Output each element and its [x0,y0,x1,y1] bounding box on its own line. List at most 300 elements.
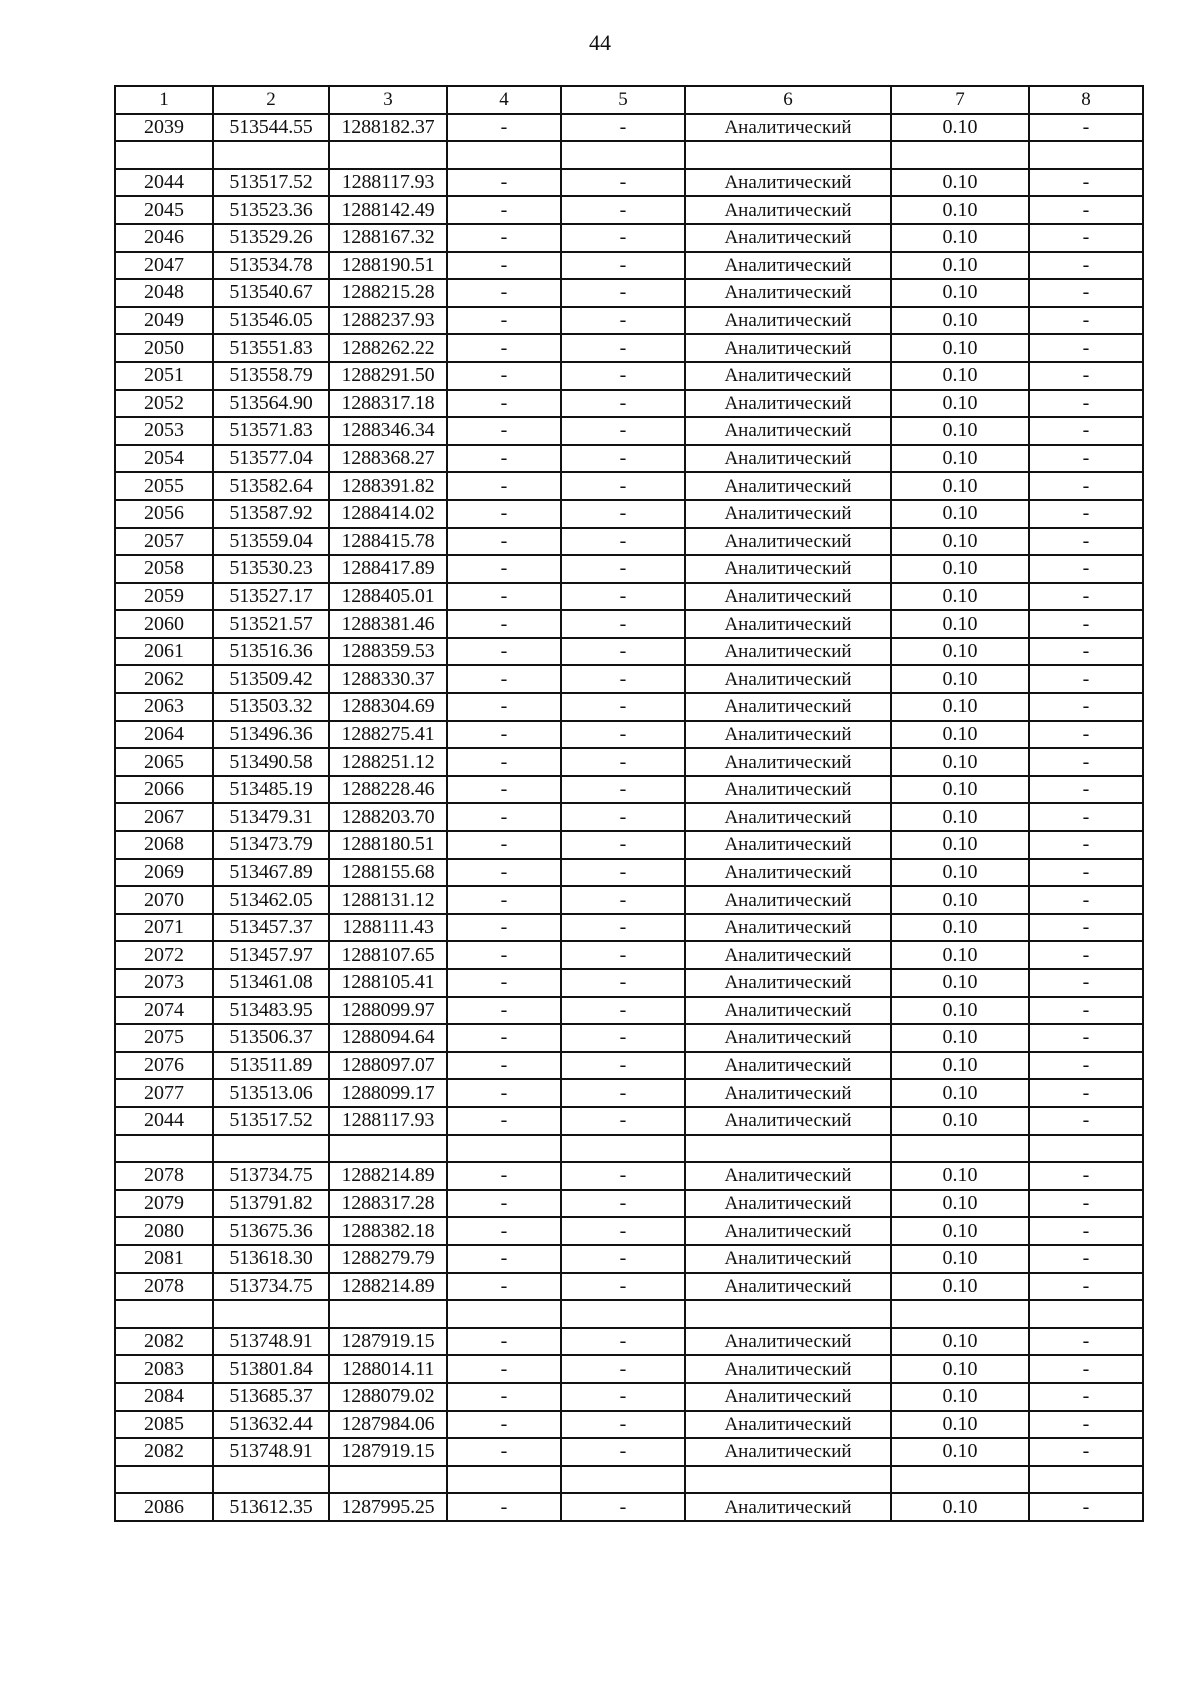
cell-accuracy: 0.10 [891,445,1029,473]
cell-x-coordinate: 513517.52 [213,1107,329,1135]
cell-y-coordinate: 1287995.25 [329,1493,447,1521]
table-row [115,500,1143,528]
cell-method: Аналитический [685,390,891,418]
cell-accuracy: 0.10 [891,1273,1029,1301]
cell-col-4: - [447,279,561,307]
cell-col-8: - [1029,1107,1143,1135]
cell-point-number: 2049 [115,307,213,335]
cell-col-4: - [447,1079,561,1107]
cell-point-number: 2078 [115,1162,213,1190]
cell-method: Аналитический [685,1438,891,1466]
cell-accuracy: 0.10 [891,528,1029,556]
cell-col-5: - [561,1411,685,1439]
cell-y-coordinate: 1288117.93 [329,1107,447,1135]
cell-method: Аналитический [685,1162,891,1190]
cell-accuracy: 0.10 [891,748,1029,776]
table-row [115,1328,1143,1356]
cell-accuracy [891,1135,1029,1163]
cell-method: Аналитический [685,555,891,583]
cell-y-coordinate: 1288079.02 [329,1383,447,1411]
cell-col-5: - [561,610,685,638]
cell-x-coordinate: 513509.42 [213,665,329,693]
cell-y-coordinate: 1288382.18 [329,1217,447,1245]
cell-point-number: 2062 [115,665,213,693]
cell-col-4: - [447,969,561,997]
cell-accuracy: 0.10 [891,500,1029,528]
cell-col-8: - [1029,997,1143,1025]
cell-method: Аналитический [685,417,891,445]
cell-x-coordinate: 513551.83 [213,334,329,362]
cell-col-4: - [447,886,561,914]
cell-col-8: - [1029,941,1143,969]
cell-x-coordinate: 513558.79 [213,362,329,390]
cell-col-5: - [561,1493,685,1521]
cell-method: Аналитический [685,1052,891,1080]
cell-col-5: - [561,555,685,583]
cell-accuracy: 0.10 [891,665,1029,693]
cell-col-4: - [447,362,561,390]
cell-y-coordinate [329,141,447,169]
table-row [115,1107,1143,1135]
table-row [115,886,1143,914]
cell-col-8: - [1029,500,1143,528]
cell-x-coordinate [213,1135,329,1163]
cell-col-8: - [1029,362,1143,390]
cell-col-8: - [1029,252,1143,280]
cell-y-coordinate: 1288094.64 [329,1024,447,1052]
cell-point-number: 2066 [115,776,213,804]
table-row [115,169,1143,197]
cell-y-coordinate: 1288117.93 [329,169,447,197]
cell-method: Аналитический [685,997,891,1025]
cell-accuracy: 0.10 [891,1052,1029,1080]
cell-method: Аналитический [685,1355,891,1383]
cell-col-4: - [447,610,561,638]
cell-col-4: - [447,1024,561,1052]
cell-x-coordinate: 513529.26 [213,224,329,252]
cell-point-number: 2061 [115,638,213,666]
cell-y-coordinate: 1288215.28 [329,279,447,307]
cell-accuracy: 0.10 [891,969,1029,997]
cell-point-number: 2075 [115,1024,213,1052]
cell-method: Аналитический [685,776,891,804]
cell-point-number: 2056 [115,500,213,528]
cell-col-4: - [447,224,561,252]
cell-col-8: - [1029,472,1143,500]
cell-y-coordinate: 1288182.37 [329,114,447,142]
cell-col-8 [1029,1300,1143,1328]
cell-y-coordinate: 1288105.41 [329,969,447,997]
cell-accuracy: 0.10 [891,1162,1029,1190]
cell-x-coordinate: 513503.32 [213,693,329,721]
cell-col-4: - [447,1383,561,1411]
table-row [115,969,1143,997]
table-row [115,693,1143,721]
cell-method: Аналитический [685,1024,891,1052]
cell-col-8: - [1029,638,1143,666]
cell-col-5: - [561,831,685,859]
table-row [115,1493,1143,1521]
cell-point-number: 2080 [115,1217,213,1245]
cell-point-number: 2069 [115,859,213,887]
cell-col-5: - [561,997,685,1025]
table-body [115,114,1143,1521]
cell-col-4 [447,1135,561,1163]
cell-x-coordinate: 513457.97 [213,941,329,969]
cell-y-coordinate: 1288097.07 [329,1052,447,1080]
table-row [115,1245,1143,1273]
cell-col-4: - [447,555,561,583]
cell-col-4: - [447,334,561,362]
cell-col-8: - [1029,114,1143,142]
table-row [115,721,1143,749]
cell-col-8: - [1029,1383,1143,1411]
cell-x-coordinate: 513457.37 [213,914,329,942]
cell-col-5: - [561,1355,685,1383]
cell-y-coordinate: 1288330.37 [329,665,447,693]
cell-y-coordinate: 1287984.06 [329,1411,447,1439]
cell-accuracy: 0.10 [891,583,1029,611]
table-row [115,362,1143,390]
table-row [115,748,1143,776]
cell-point-number: 2051 [115,362,213,390]
cell-point-number: 2079 [115,1190,213,1218]
cell-col-4: - [447,1190,561,1218]
cell-method: Аналитический [685,362,891,390]
cell-x-coordinate: 513587.92 [213,500,329,528]
cell-y-coordinate: 1288180.51 [329,831,447,859]
cell-x-coordinate: 513748.91 [213,1328,329,1356]
table-row [115,307,1143,335]
cell-x-coordinate: 513523.36 [213,196,329,224]
cell-col-8: - [1029,1052,1143,1080]
cell-point-number: 2047 [115,252,213,280]
cell-method: Аналитический [685,886,891,914]
table-row [115,1079,1143,1107]
table-row [115,1024,1143,1052]
cell-accuracy: 0.10 [891,334,1029,362]
cell-col-4: - [447,721,561,749]
column-header-6: 6 [685,86,891,114]
cell-y-coordinate: 1288275.41 [329,721,447,749]
cell-col-5: - [561,279,685,307]
cell-col-5: - [561,417,685,445]
cell-accuracy: 0.10 [891,224,1029,252]
column-header-8: 8 [1029,86,1143,114]
cell-point-number: 2070 [115,886,213,914]
cell-accuracy: 0.10 [891,831,1029,859]
cell-col-4: - [447,997,561,1025]
cell-col-5 [561,1300,685,1328]
cell-x-coordinate: 513527.17 [213,583,329,611]
cell-method: Аналитический [685,500,891,528]
table-row [115,334,1143,362]
table-row [115,555,1143,583]
cell-method [685,141,891,169]
cell-method: Аналитический [685,914,891,942]
cell-x-coordinate: 513612.35 [213,1493,329,1521]
cell-method: Аналитический [685,169,891,197]
table-row [115,114,1143,142]
cell-col-5: - [561,1162,685,1190]
cell-col-8: - [1029,665,1143,693]
cell-col-8: - [1029,390,1143,418]
cell-col-8: - [1029,610,1143,638]
cell-col-4: - [447,665,561,693]
cell-point-number [115,1135,213,1163]
cell-accuracy: 0.10 [891,941,1029,969]
cell-col-5: - [561,693,685,721]
cell-col-8: - [1029,693,1143,721]
cell-accuracy: 0.10 [891,417,1029,445]
cell-x-coordinate: 513748.91 [213,1438,329,1466]
cell-method: Аналитический [685,1493,891,1521]
cell-x-coordinate: 513577.04 [213,445,329,473]
cell-col-8: - [1029,555,1143,583]
cell-col-8: - [1029,859,1143,887]
cell-accuracy [891,141,1029,169]
cell-method: Аналитический [685,472,891,500]
cell-point-number: 2054 [115,445,213,473]
cell-col-8: - [1029,1245,1143,1273]
cell-col-4: - [447,307,561,335]
cell-col-4: - [447,1355,561,1383]
cell-col-4 [447,1466,561,1494]
cell-x-coordinate: 513461.08 [213,969,329,997]
cell-accuracy: 0.10 [891,252,1029,280]
cell-y-coordinate: 1287919.15 [329,1438,447,1466]
cell-point-number: 2071 [115,914,213,942]
cell-col-4: - [447,748,561,776]
cell-point-number: 2086 [115,1493,213,1521]
cell-point-number [115,1300,213,1328]
cell-col-4: - [447,1217,561,1245]
cell-accuracy: 0.10 [891,859,1029,887]
cell-col-4: - [447,1438,561,1466]
cell-point-number: 2067 [115,803,213,831]
column-header-4: 4 [447,86,561,114]
cell-col-5: - [561,1079,685,1107]
cell-x-coordinate: 513791.82 [213,1190,329,1218]
cell-method: Аналитический [685,252,891,280]
cell-accuracy [891,1466,1029,1494]
cell-col-5: - [561,1024,685,1052]
cell-method: Аналитический [685,610,891,638]
cell-method: Аналитический [685,307,891,335]
table-row [115,638,1143,666]
cell-method: Аналитический [685,665,891,693]
cell-method: Аналитический [685,859,891,887]
cell-y-coordinate: 1288107.65 [329,941,447,969]
cell-method: Аналитический [685,583,891,611]
cell-x-coordinate: 513467.89 [213,859,329,887]
cell-accuracy: 0.10 [891,362,1029,390]
table-row [115,803,1143,831]
cell-method: Аналитический [685,114,891,142]
cell-col-4: - [447,941,561,969]
cell-col-5: - [561,1217,685,1245]
cell-point-number: 2060 [115,610,213,638]
cell-col-8: - [1029,1217,1143,1245]
cell-x-coordinate: 513490.58 [213,748,329,776]
cell-point-number: 2044 [115,169,213,197]
cell-y-coordinate: 1288359.53 [329,638,447,666]
cell-y-coordinate: 1288304.69 [329,693,447,721]
cell-point-number: 2073 [115,969,213,997]
cell-col-8: - [1029,721,1143,749]
cell-col-4: - [447,196,561,224]
cell-accuracy: 0.10 [891,1328,1029,1356]
table-row [115,997,1143,1025]
cell-x-coordinate: 513685.37 [213,1383,329,1411]
cell-point-number: 2083 [115,1355,213,1383]
cell-method: Аналитический [685,1273,891,1301]
cell-col-4: - [447,859,561,887]
cell-col-5: - [561,362,685,390]
column-header-3: 3 [329,86,447,114]
cell-col-5: - [561,334,685,362]
cell-y-coordinate: 1288262.22 [329,334,447,362]
cell-point-number: 2081 [115,1245,213,1273]
cell-col-5: - [561,1107,685,1135]
cell-col-5: - [561,1438,685,1466]
table-row [115,445,1143,473]
table-row [115,610,1143,638]
table-separator-row [115,141,1143,169]
cell-accuracy: 0.10 [891,196,1029,224]
cell-x-coordinate: 513564.90 [213,390,329,418]
cell-col-8: - [1029,803,1143,831]
cell-accuracy: 0.10 [891,1024,1029,1052]
cell-x-coordinate: 513632.44 [213,1411,329,1439]
cell-col-4: - [447,831,561,859]
cell-method [685,1466,891,1494]
cell-method: Аналитический [685,196,891,224]
cell-col-5: - [561,169,685,197]
cell-accuracy: 0.10 [891,1245,1029,1273]
cell-y-coordinate: 1288111.43 [329,914,447,942]
cell-y-coordinate: 1288381.46 [329,610,447,638]
cell-col-5: - [561,748,685,776]
cell-y-coordinate [329,1466,447,1494]
cell-col-5: - [561,1328,685,1356]
cell-col-8: - [1029,1273,1143,1301]
cell-method: Аналитический [685,334,891,362]
cell-y-coordinate: 1288346.34 [329,417,447,445]
cell-accuracy: 0.10 [891,997,1029,1025]
table-row [115,390,1143,418]
cell-col-8: - [1029,1493,1143,1521]
cell-x-coordinate: 513483.95 [213,997,329,1025]
cell-accuracy: 0.10 [891,914,1029,942]
cell-col-5: - [561,528,685,556]
cell-col-5 [561,1466,685,1494]
cell-y-coordinate: 1288417.89 [329,555,447,583]
cell-y-coordinate [329,1135,447,1163]
cell-method: Аналитический [685,1383,891,1411]
cell-accuracy: 0.10 [891,776,1029,804]
cell-method: Аналитический [685,224,891,252]
cell-y-coordinate: 1288317.28 [329,1190,447,1218]
column-header-7: 7 [891,86,1029,114]
cell-y-coordinate: 1288228.46 [329,776,447,804]
cell-col-5: - [561,969,685,997]
cell-method: Аналитический [685,445,891,473]
cell-col-5: - [561,196,685,224]
cell-col-5: - [561,886,685,914]
cell-accuracy: 0.10 [891,279,1029,307]
cell-col-4: - [447,1245,561,1273]
table-row [115,1052,1143,1080]
cell-x-coordinate: 513517.52 [213,169,329,197]
table-row [115,941,1143,969]
cell-col-8: - [1029,169,1143,197]
cell-y-coordinate: 1288317.18 [329,390,447,418]
cell-col-8: - [1029,914,1143,942]
cell-point-number: 2050 [115,334,213,362]
cell-accuracy: 0.10 [891,472,1029,500]
cell-point-number: 2078 [115,1273,213,1301]
cell-y-coordinate: 1288099.97 [329,997,447,1025]
cell-point-number: 2068 [115,831,213,859]
cell-accuracy: 0.10 [891,638,1029,666]
cell-point-number: 2076 [115,1052,213,1080]
cell-y-coordinate: 1288251.12 [329,748,447,776]
cell-col-8: - [1029,417,1143,445]
cell-point-number: 2084 [115,1383,213,1411]
table-row [115,417,1143,445]
cell-col-4: - [447,1328,561,1356]
cell-col-8: - [1029,334,1143,362]
cell-col-4: - [447,914,561,942]
table-row [115,196,1143,224]
cell-accuracy: 0.10 [891,1438,1029,1466]
cell-y-coordinate: 1288237.93 [329,307,447,335]
cell-col-4 [447,1300,561,1328]
cell-col-5: - [561,472,685,500]
cell-col-8: - [1029,1355,1143,1383]
cell-col-5: - [561,307,685,335]
cell-col-5: - [561,583,685,611]
cell-col-4: - [447,500,561,528]
cell-x-coordinate: 513530.23 [213,555,329,583]
cell-accuracy: 0.10 [891,390,1029,418]
table-row [115,776,1143,804]
table-row [115,1411,1143,1439]
cell-col-5: - [561,114,685,142]
cell-col-8: - [1029,1024,1143,1052]
cell-col-8: - [1029,831,1143,859]
table-row [115,1383,1143,1411]
cell-x-coordinate: 513511.89 [213,1052,329,1080]
cell-accuracy: 0.10 [891,169,1029,197]
cell-x-coordinate: 513582.64 [213,472,329,500]
table-separator-row [115,1135,1143,1163]
cell-col-8: - [1029,1079,1143,1107]
cell-col-4: - [447,1052,561,1080]
cell-accuracy: 0.10 [891,114,1029,142]
cell-x-coordinate: 513521.57 [213,610,329,638]
table-row [115,583,1143,611]
cell-y-coordinate: 1288155.68 [329,859,447,887]
cell-point-number [115,1466,213,1494]
cell-col-4: - [447,1107,561,1135]
cell-col-8: - [1029,776,1143,804]
cell-y-coordinate: 1288414.02 [329,500,447,528]
cell-col-8 [1029,1466,1143,1494]
column-header-5: 5 [561,86,685,114]
cell-col-4: - [447,169,561,197]
